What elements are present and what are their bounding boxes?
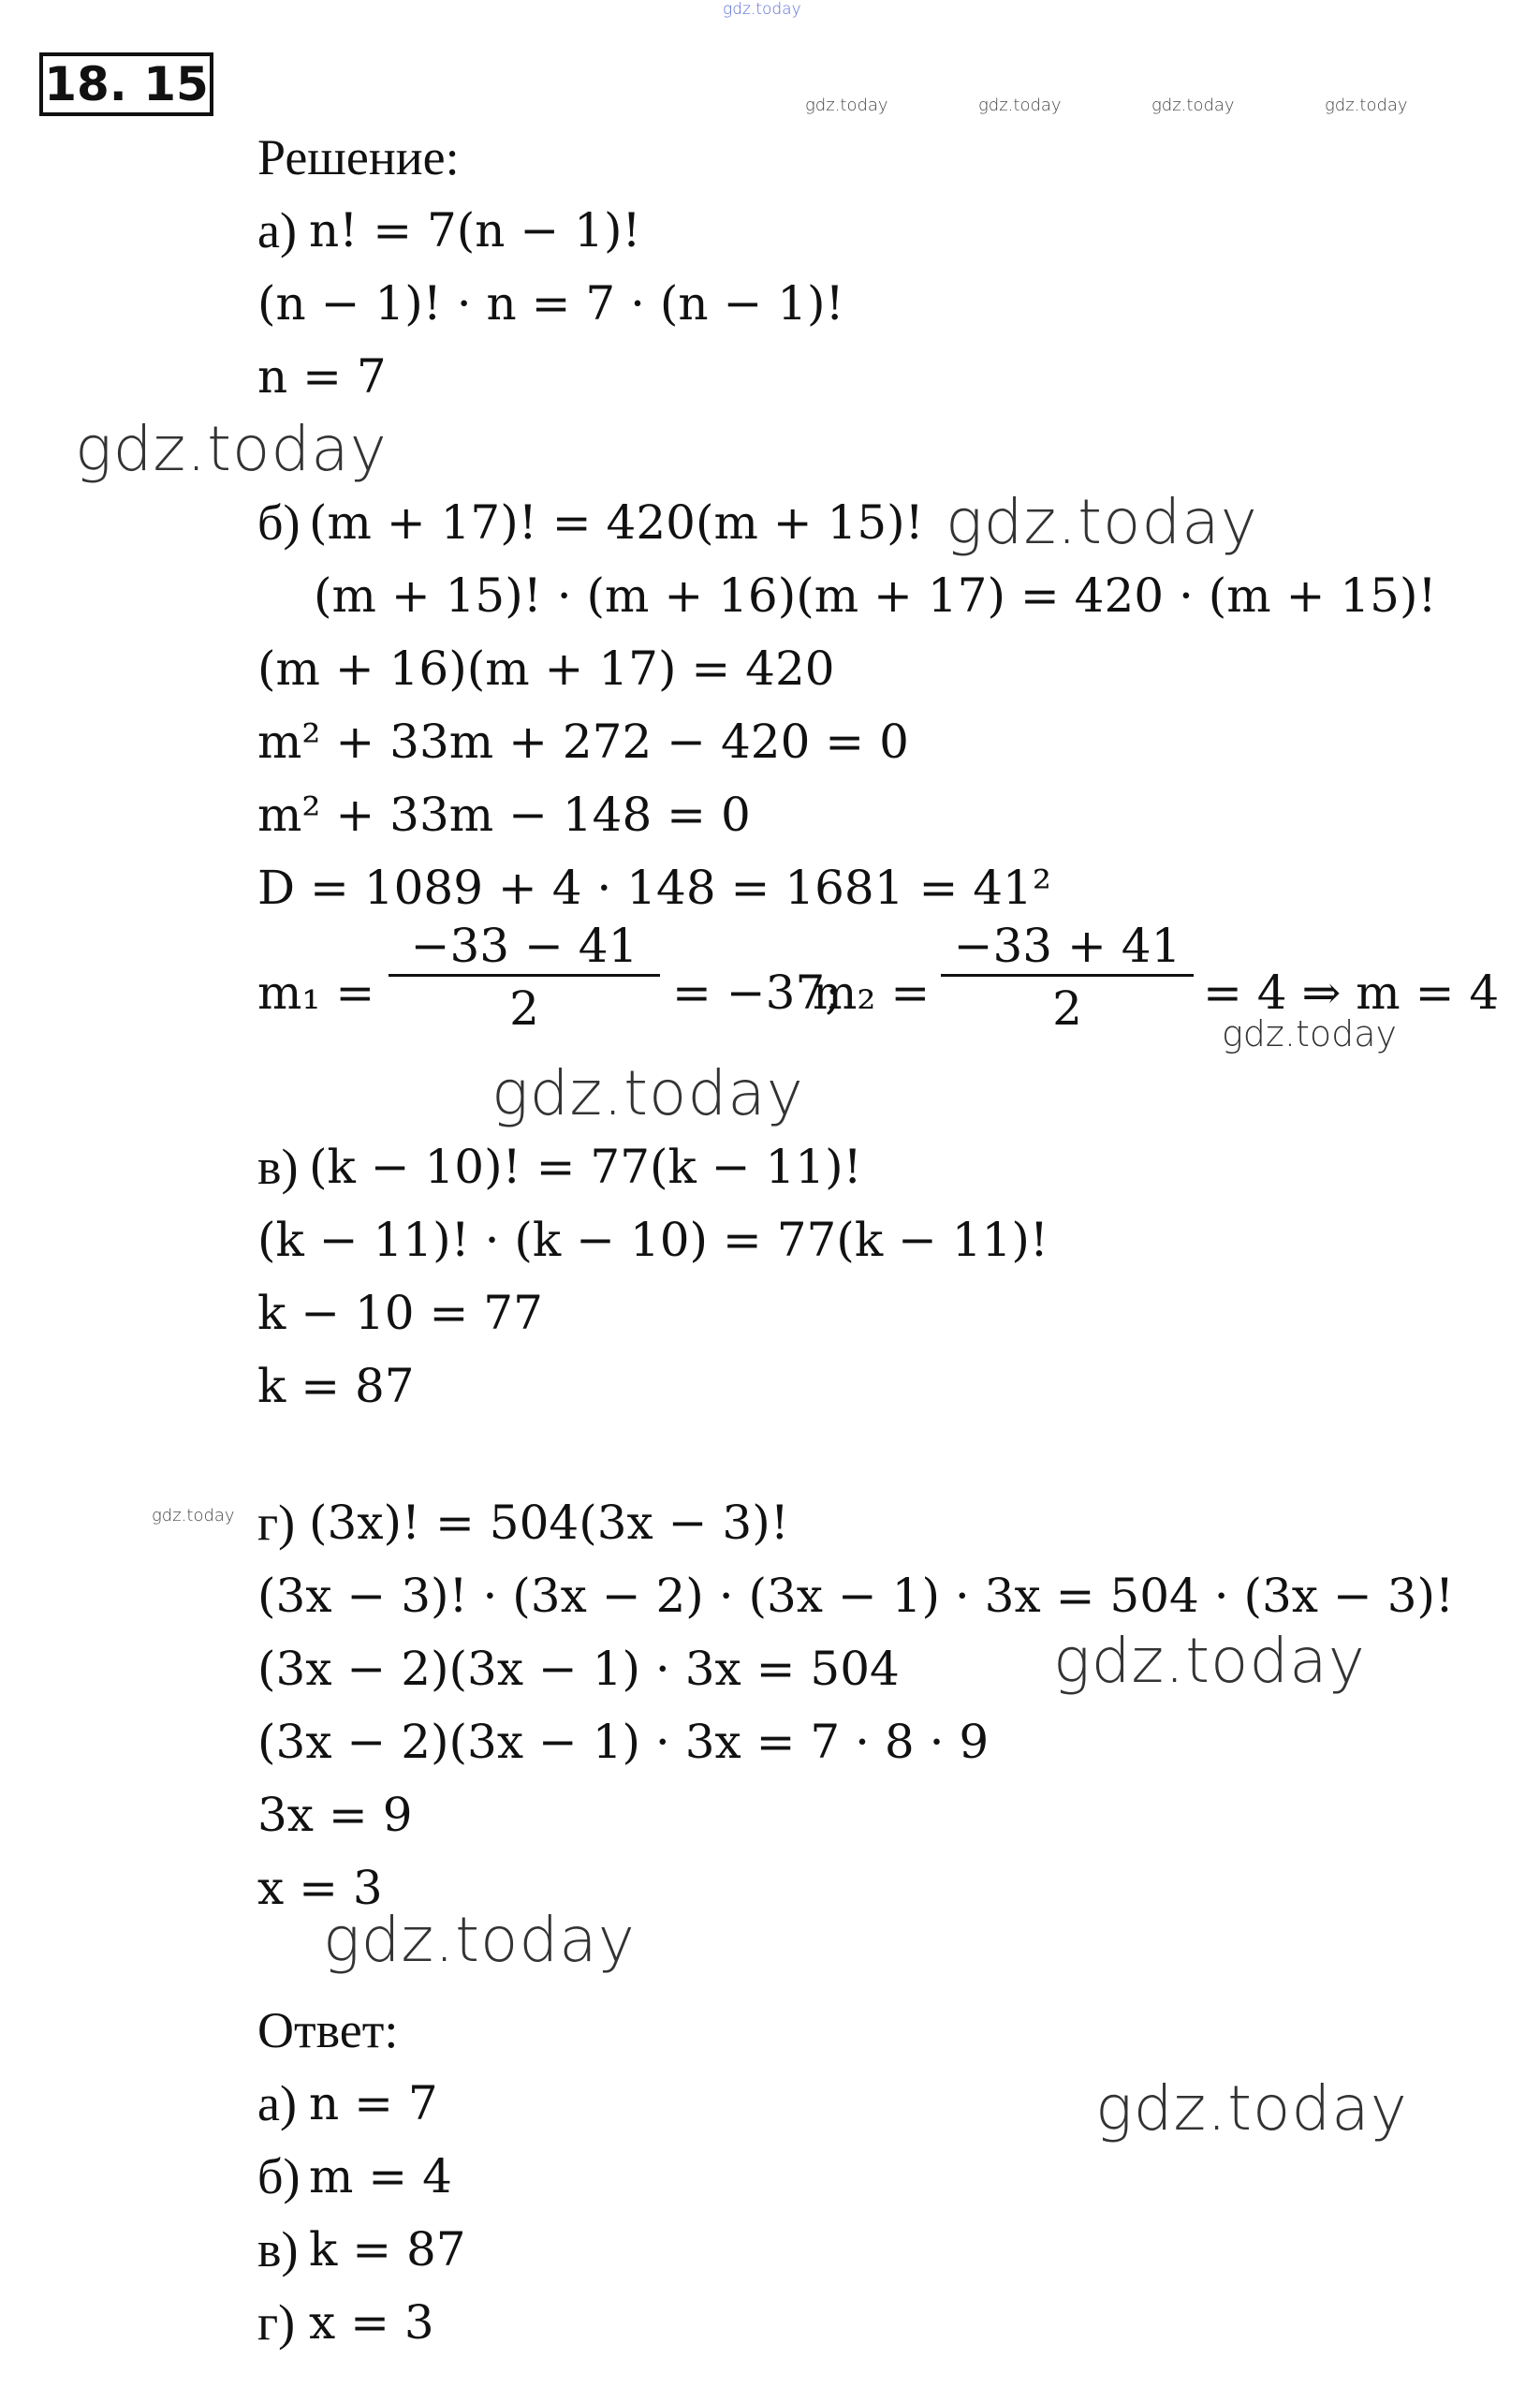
- root-1-fraction-bar: [389, 974, 660, 977]
- watermark-big-4: gdz.today: [1053, 1625, 1366, 1697]
- part-g-line-2: (3x − 3)! · (3x − 2) · (3x − 1) · 3x = 504 · (3x − 3)!: [257, 1569, 1455, 1623]
- part-a-line-3: n = 7: [257, 349, 387, 404]
- answer-v-value: k = 87: [309, 2222, 466, 2277]
- part-b-label: б): [257, 494, 301, 551]
- part-b-line-5: m² + 33m − 148 = 0: [257, 788, 751, 842]
- part-v-line-2: (k − 11)! · (k − 10) = 77(k − 11)!: [257, 1213, 1049, 1267]
- watermark-big-2: gdz.today: [946, 486, 1258, 558]
- answer-b-value: m = 4: [309, 2149, 452, 2204]
- answer-a-label: а): [257, 2075, 297, 2131]
- root-1-label: m₁ =: [257, 966, 375, 1020]
- part-v-line-4: k = 87: [257, 1359, 415, 1413]
- small-watermark-4: gdz.today: [1325, 96, 1408, 115]
- part-a-label: а): [257, 202, 297, 258]
- root-2-denominator: 2: [1052, 981, 1082, 1036]
- part-g-line-3: (3x − 2)(3x − 1) · 3x = 504: [257, 1642, 900, 1696]
- part-g-line-4: (3x − 2)(3x − 1) · 3x = 7 · 8 · 9: [257, 1715, 990, 1769]
- answer-g-value: x = 3: [309, 2295, 434, 2350]
- small-watermark-2: gdz.today: [978, 96, 1062, 115]
- part-b-line-1: (m + 17)! = 420(m + 15)!: [309, 495, 924, 550]
- answer-label: Ответ:: [257, 2002, 399, 2058]
- part-v-label: в): [257, 1139, 299, 1195]
- root-2-fraction: [941, 920, 1194, 1035]
- part-a-line-2: (n − 1)! · n = 7 · (n − 1)!: [257, 276, 844, 331]
- root-1-denominator: 2: [509, 981, 539, 1036]
- root-2-value: = 4 ⇒ m = 4: [1203, 966, 1500, 1020]
- small-watermark-1: gdz.today: [805, 96, 888, 115]
- part-v-line-3: k − 10 = 77: [257, 1286, 543, 1340]
- part-v-line-1: (k − 10)! = 77(k − 11)!: [309, 1140, 862, 1194]
- root-2-label: m₂ =: [813, 966, 931, 1020]
- part-g-line-1: (3x)! = 504(3x − 3)!: [309, 1496, 789, 1550]
- watermark-big-5: gdz.today: [323, 1904, 636, 1976]
- part-g-label: г): [257, 1495, 296, 1551]
- watermark-big-1: gdz.today: [75, 413, 388, 485]
- solution-label: Решение:: [257, 129, 460, 185]
- side-small-watermark: gdz.today: [152, 1506, 235, 1526]
- answer-a-value: n = 7: [309, 2076, 438, 2130]
- part-b-line-6: D = 1089 + 4 · 148 = 1681 = 41²: [257, 861, 1051, 915]
- part-b-line-3: (m + 16)(m + 17) = 420: [257, 641, 835, 696]
- root-2-numerator: −33 + 41: [953, 919, 1181, 973]
- answer-v-label: в): [257, 2221, 299, 2277]
- answer-b-label: б): [257, 2148, 301, 2204]
- part-b-line-4: m² + 33m + 272 − 420 = 0: [257, 715, 909, 769]
- watermark-medium: gdz.today: [1222, 1013, 1397, 1054]
- answer-g-label: г): [257, 2294, 296, 2351]
- root-1-value: = −37;: [672, 966, 842, 1020]
- watermark-big-6: gdz.today: [1095, 2072, 1408, 2145]
- part-b-line-2: (m + 15)! · (m + 16)(m + 17) = 420 · (m + 15)!: [314, 568, 1437, 623]
- root-1-numerator: −33 − 41: [410, 919, 638, 973]
- part-a-line-1: n! = 7(n − 1)!: [309, 203, 641, 258]
- part-g-line-5: 3x = 9: [257, 1788, 413, 1842]
- top-watermark: gdz.today: [723, 0, 801, 19]
- root-1-fraction: [389, 920, 660, 1035]
- root-2-fraction-bar: [941, 974, 1194, 977]
- watermark-big-3: gdz.today: [491, 1057, 804, 1129]
- problem-number: 18. 15: [39, 52, 213, 116]
- part-g-line-6: x = 3: [257, 1861, 383, 1915]
- small-watermark-3: gdz.today: [1151, 96, 1235, 115]
